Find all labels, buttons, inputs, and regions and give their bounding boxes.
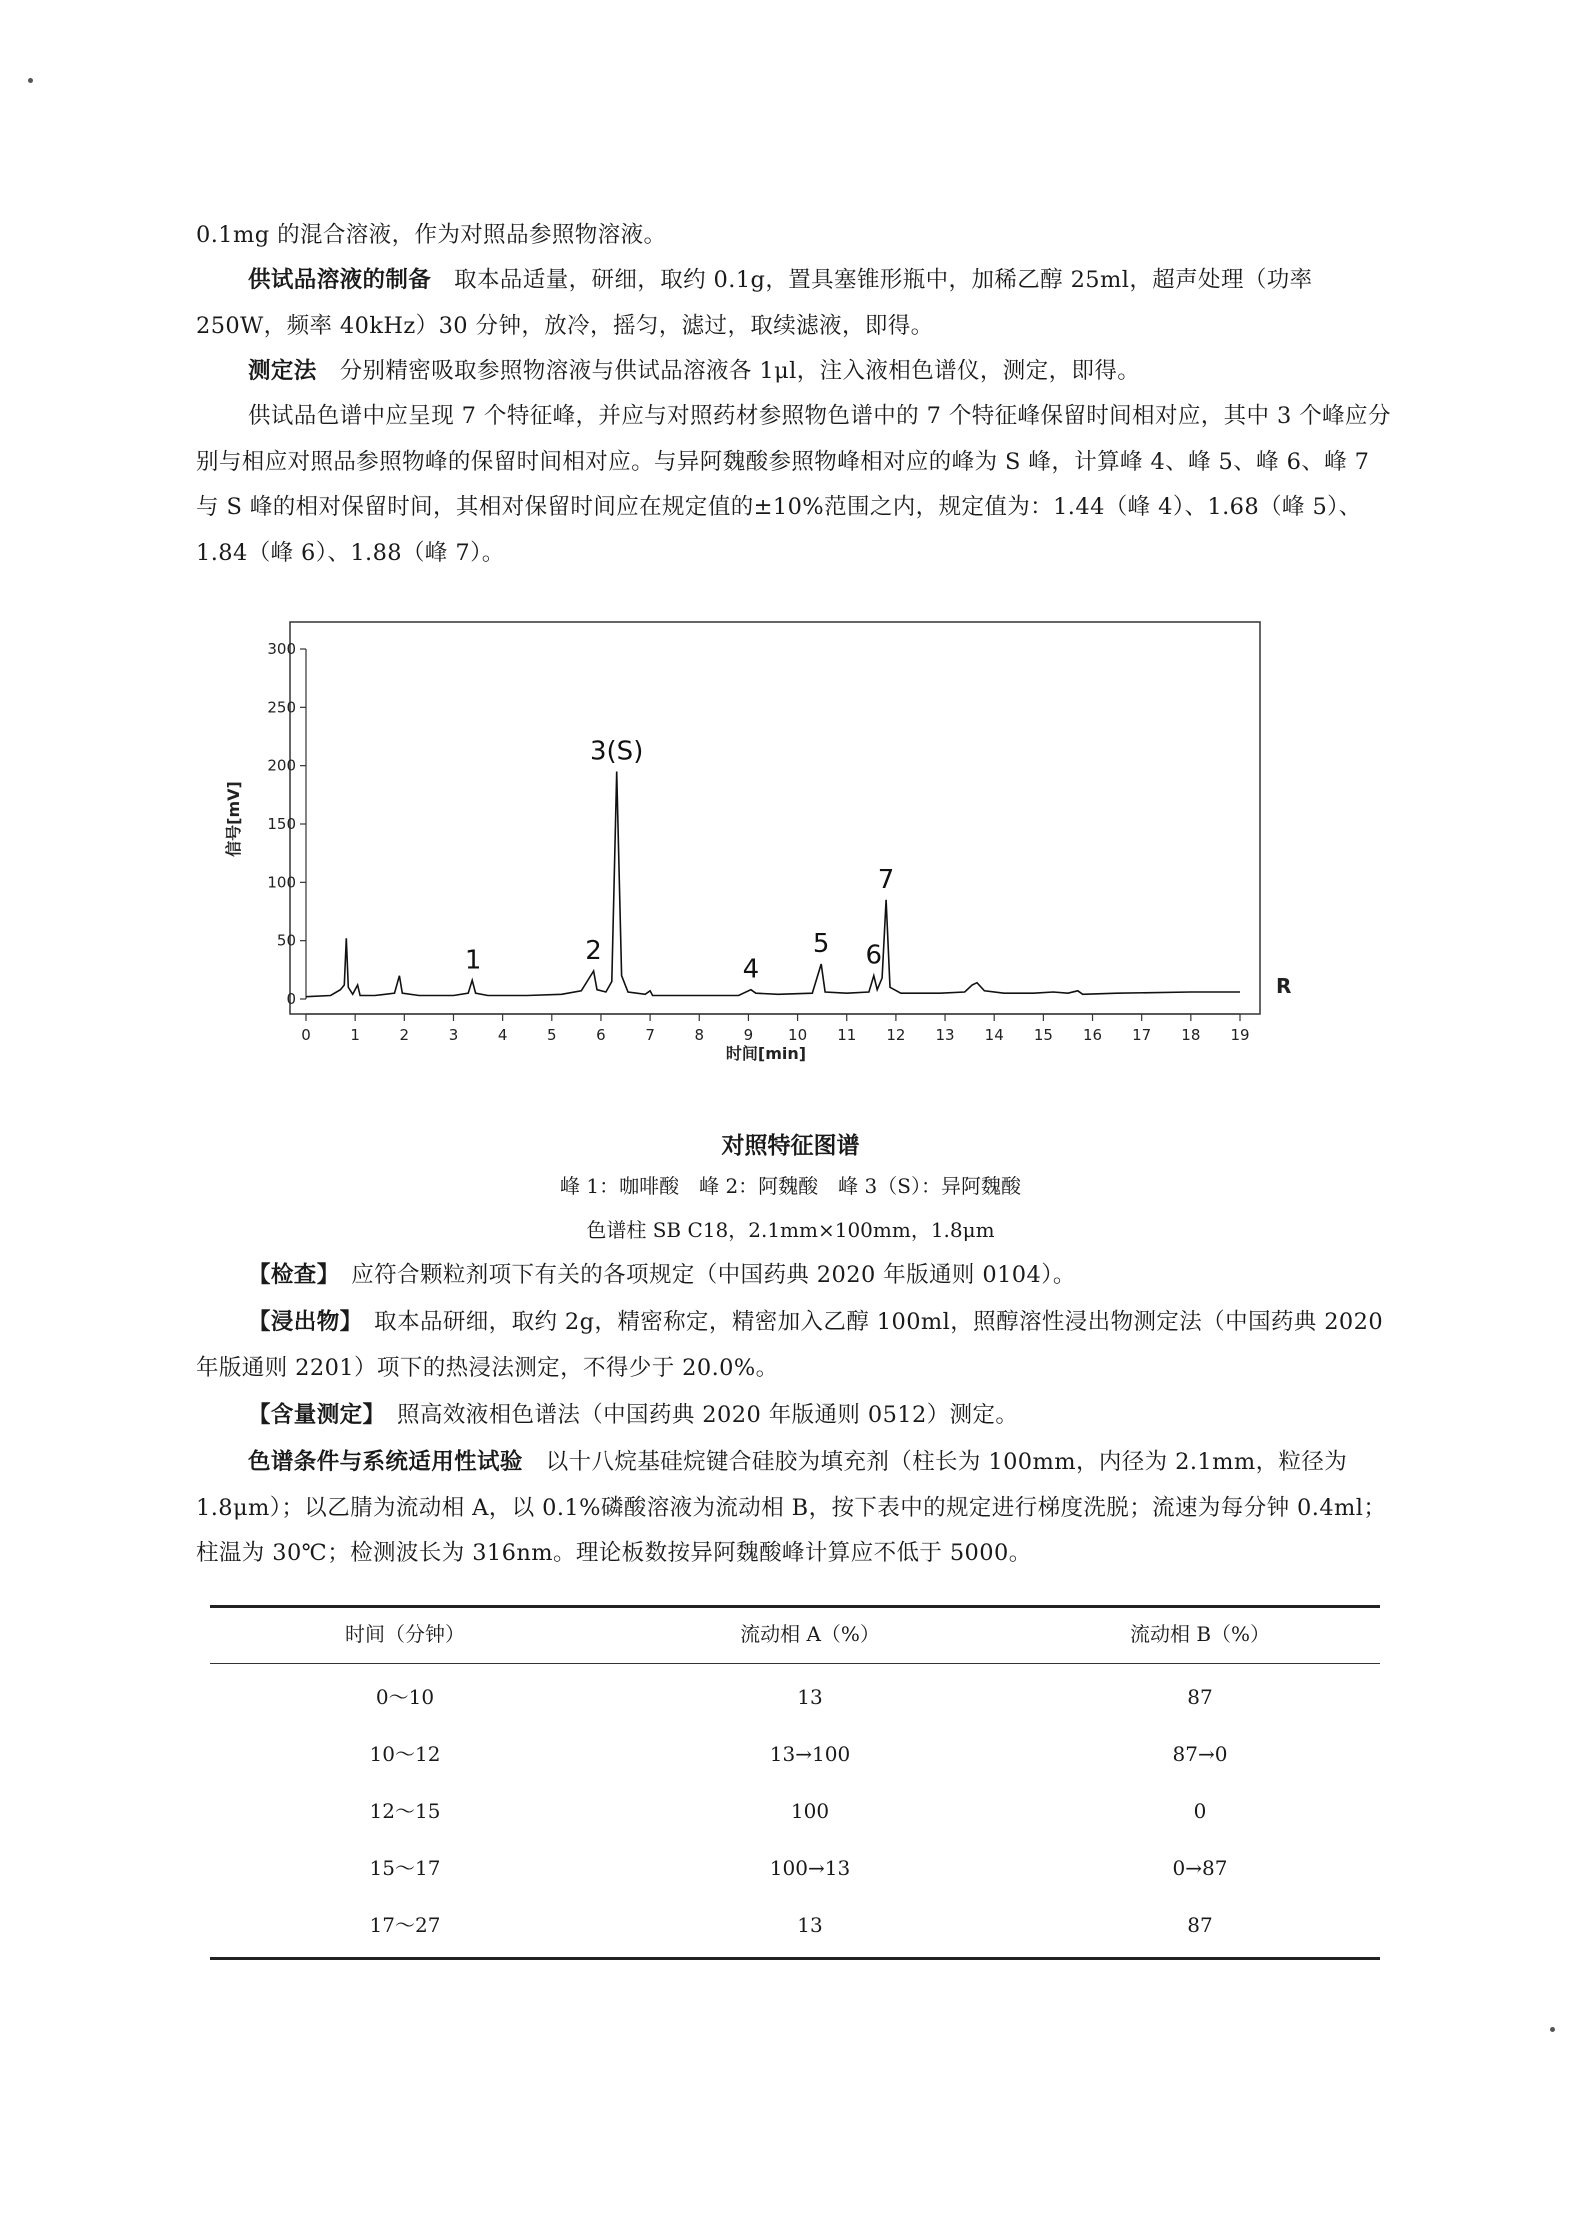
x-tick-label: 10 bbox=[788, 1026, 808, 1044]
section-heading: 测定法 bbox=[248, 358, 317, 384]
x-tick-label: 12 bbox=[886, 1026, 906, 1044]
peak-label: 4 bbox=[742, 954, 760, 985]
peak-label: 6 bbox=[865, 940, 883, 971]
scan-speck bbox=[1550, 2027, 1555, 2032]
table-cell: 87 bbox=[1187, 1685, 1213, 1709]
table-cell: 12～15 bbox=[369, 1799, 441, 1823]
x-tick-label: 11 bbox=[837, 1026, 857, 1044]
paragraph-continuation bbox=[196, 213, 1396, 259]
table-top-rule bbox=[210, 1605, 1380, 1608]
section-heading: 【浸出物】 bbox=[248, 1309, 352, 1335]
x-tick-label: 8 bbox=[694, 1026, 705, 1044]
table-cell: 17～27 bbox=[369, 1913, 441, 1937]
paragraph-chromatographic-conditions bbox=[196, 1440, 1396, 1577]
x-tick-label: 2 bbox=[399, 1026, 410, 1044]
paragraph-text: 照高效液相色谱法（中国药典 2020 年版通则 0512）测定。 bbox=[374, 1402, 1019, 1428]
y-tick-label: 100 bbox=[267, 873, 296, 892]
table-row bbox=[210, 1677, 1380, 1717]
paragraph-method bbox=[196, 349, 1396, 395]
section-heading: 色谱条件与系统适用性试验 bbox=[248, 1449, 523, 1475]
table-cell: 13 bbox=[797, 1913, 823, 1937]
table-cell: 15～17 bbox=[369, 1856, 441, 1880]
figure-title: 对照特征图谱 bbox=[721, 1133, 860, 1159]
table-header-row bbox=[210, 1614, 1380, 1654]
section-heading: 【检查】 bbox=[248, 1262, 329, 1288]
chromatogram-chart bbox=[196, 612, 1306, 1072]
table-cell: 10～12 bbox=[369, 1742, 441, 1766]
table-header-cell: 时间（分钟） bbox=[345, 1622, 465, 1646]
chromatogram-trace bbox=[306, 772, 1240, 997]
x-tick-label: 1 bbox=[350, 1026, 360, 1044]
section-heading: 供试品溶液的制备 bbox=[248, 267, 432, 293]
paragraph-text: 以十八烷基硅烷键合硅胶为填充剂（柱长为 100mm，内径为 2.1mm，粒径为 1.8μm）；以乙腈为流动相 A，以 0.1%磷酸溶液为流动相 B，按下表中的规定进行梯度洗脱；流速为每分钟 0.4ml；柱温为 30℃；检测波长为 316nm。理论板数按异阿魏酸峰计算应不低于 5000。 bbox=[196, 1449, 1387, 1566]
y-tick-label: 0 bbox=[286, 990, 296, 1008]
x-tick-label: 4 bbox=[497, 1026, 508, 1044]
x-tick-label: 17 bbox=[1132, 1026, 1152, 1044]
figure-peak-legend: 峰 1：咖啡酸 峰 2：阿魏酸 峰 3（S）：异阿魏酸 bbox=[560, 1174, 1021, 1198]
paragraph-assay bbox=[196, 1393, 1396, 1439]
paragraph-sample-prep bbox=[196, 258, 1396, 349]
paragraph-text: 应符合颗粒剂项下有关的各项规定（中国药典 2020 年版通则 0104）。 bbox=[328, 1262, 1076, 1288]
table-cell: 13 bbox=[797, 1685, 823, 1709]
plot-frame bbox=[290, 622, 1260, 1014]
x-tick-label: 15 bbox=[1033, 1026, 1053, 1044]
x-tick-label: 14 bbox=[984, 1026, 1004, 1044]
peak-label: 7 bbox=[877, 864, 895, 895]
x-tick-label: 5 bbox=[547, 1026, 557, 1044]
x-tick-label: 19 bbox=[1230, 1026, 1250, 1044]
table-header-cell: 流动相 B（%） bbox=[1129, 1622, 1271, 1646]
paragraph-extract bbox=[196, 1300, 1396, 1391]
x-axis-label: 时间[min] bbox=[725, 1044, 807, 1063]
paragraph-peak-requirements bbox=[196, 394, 1396, 576]
table-row bbox=[210, 1848, 1380, 1888]
peak-label: 2 bbox=[585, 936, 602, 966]
peak-label: 3(S) bbox=[590, 736, 644, 767]
table-row bbox=[210, 1734, 1380, 1774]
section-heading: 【含量测定】 bbox=[248, 1402, 375, 1428]
table-cell: 0～10 bbox=[375, 1685, 435, 1709]
table-cell: 87→0 bbox=[1172, 1742, 1228, 1766]
x-tick-label: 16 bbox=[1082, 1026, 1103, 1044]
x-tick-label: 18 bbox=[1181, 1026, 1201, 1044]
table-cell: 87 bbox=[1187, 1913, 1213, 1937]
y-tick-label: 300 bbox=[267, 640, 296, 658]
y-tick-label: 50 bbox=[276, 931, 296, 950]
table-bottom-rule bbox=[210, 1957, 1380, 1960]
peak-label: 5 bbox=[812, 929, 830, 959]
paragraph-text: 0.1mg 的混合溶液，作为对照品参照物溶液。 bbox=[196, 222, 667, 248]
x-tick-label: 0 bbox=[301, 1026, 311, 1044]
paragraph-text: 取本品适量，研细，取约 0.1g，置具塞锥形瓶中，加稀乙醇 25ml，超声处理（功率 250W，频率 40kHz）30 分钟，放冷，摇匀，滤过，取续滤液，即得。 bbox=[196, 267, 1313, 339]
peak-label-group bbox=[465, 737, 894, 985]
paragraph-inspection bbox=[196, 1253, 1396, 1299]
y-axis-label: 信号[mV] bbox=[224, 781, 243, 857]
paragraph-text: 取本品研细，取约 2g，精密称定，精密加入乙醇 100ml，照醇溶性浸出物测定法（中国药典 2020 年版通则 2201）项下的热浸法测定，不得少于 20.0%。 bbox=[196, 1309, 1384, 1381]
table-row bbox=[210, 1905, 1380, 1945]
y-tick-label: 250 bbox=[267, 698, 296, 717]
x-tick-label: 13 bbox=[935, 1026, 955, 1044]
y-tick-label: 150 bbox=[267, 815, 296, 833]
x-tick-label: 3 bbox=[448, 1026, 459, 1044]
table-cell: 100 bbox=[790, 1799, 830, 1823]
table-cell: 100→13 bbox=[769, 1856, 851, 1880]
x-tick-label: 6 bbox=[596, 1026, 606, 1044]
paragraph-text: 分别精密吸取参照物溶液与供试品溶液各 1μl，注入液相色谱仪，测定，即得。 bbox=[316, 358, 1141, 384]
peak-label: 1 bbox=[464, 945, 482, 976]
figure-column-info: 色谱柱 SB C18，2.1mm×100mm，1.8μm bbox=[586, 1218, 995, 1242]
y-tick-label: 200 bbox=[267, 756, 296, 775]
table-row bbox=[210, 1791, 1380, 1831]
scan-speck bbox=[28, 78, 33, 83]
x-tick-group bbox=[301, 1014, 1249, 1044]
trace-end-label: R bbox=[1276, 974, 1292, 998]
table-cell: 0 bbox=[1193, 1799, 1207, 1823]
table-header-cell: 流动相 A（%） bbox=[740, 1622, 880, 1646]
y-tick-group bbox=[267, 640, 306, 1008]
x-tick-label: 7 bbox=[645, 1026, 655, 1044]
table-cell: 0→87 bbox=[1172, 1856, 1228, 1880]
table-cell: 13→100 bbox=[769, 1742, 851, 1766]
x-tick-label: 9 bbox=[743, 1026, 754, 1044]
paragraph-text: 供试品色谱中应呈现 7 个特征峰，并应与对照药材参照物色谱中的 7 个特征峰保留时间相对应，其中 3 个峰应分别与相应对照品参照物峰的保留时间相对应。与异阿魏酸参照物峰相对应的峰为 S 峰，计算峰 4、峰 5、峰 6、峰 7 与 S 峰的相对保留时间，其相对保留时间应在规定值的±10%范围之内，规定值为：1.44（峰 4）、1.68（峰 5）、1.84（峰 6）、1.88（峰 7）。 bbox=[196, 403, 1391, 566]
table-header-rule bbox=[210, 1663, 1380, 1664]
